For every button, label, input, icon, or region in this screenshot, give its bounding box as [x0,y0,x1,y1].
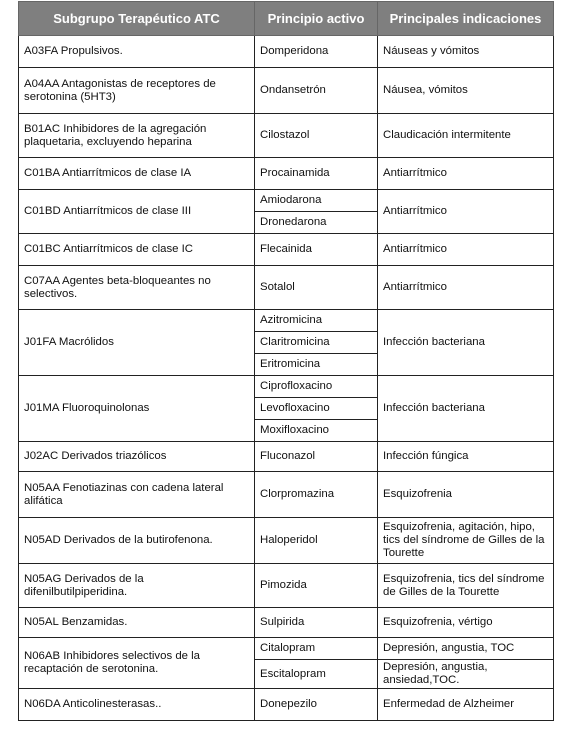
table-row [19,266,554,310]
atc-drug-table [18,1,554,721]
table-row [19,68,554,114]
indication-cell: Antiarrítmico [378,158,554,190]
active-ingredient-cell: Flecainida [255,234,378,266]
indication-cell: Depresión, angustia, ansiedad,TOC. [378,660,554,689]
atc-subgroup-cell: N06AB Inhibidores selectivos de la recaptación de serotonina. [19,638,255,689]
active-ingredient-cell: Domperidona [255,36,378,68]
indication-cell: Infección bacteriana [378,310,554,376]
indication-cell: Esquizofrenia, agitación, hipo, tics del síndrome de Gilles de la Tourette [378,518,554,564]
atc-subgroup-cell: N06DA Anticolinesterasas.. [19,689,255,721]
active-ingredient-cell: Moxifloxacino [255,420,378,442]
indication-cell: Antiarrítmico [378,234,554,266]
active-ingredient-cell: Sulpirida [255,608,378,638]
table-row [19,472,554,518]
table-row [19,689,554,721]
table-row [19,158,554,190]
table-row [19,608,554,638]
table-row [19,36,554,68]
active-ingredient-cell: Escitalopram [255,660,378,689]
active-ingredient-cell: Sotalol [255,266,378,310]
active-ingredient-cell: Amiodarona [255,190,378,212]
atc-subgroup-cell: N05AL Benzamidas. [19,608,255,638]
indication-cell: Antiarrítmico [378,190,554,234]
active-ingredient-cell: Clorpromazina [255,472,378,518]
atc-subgroup-cell: J01FA Macrólidos [19,310,255,376]
atc-subgroup-cell: C01BC Antiarrítmicos de clase IC [19,234,255,266]
atc-subgroup-cell: N05AD Derivados de la butirofenona. [19,518,255,564]
indication-cell: Antiarrítmico [378,266,554,310]
active-ingredient-cell: Ondansetrón [255,68,378,114]
table-row [19,376,554,398]
indication-cell: Esquizofrenia, tics del síndrome de Gilles de la Tourette [378,564,554,608]
table-body [19,36,554,721]
indication-cell: Esquizofrenia [378,472,554,518]
table-row [19,114,554,158]
table-header-row [19,2,554,36]
atc-subgroup-cell: C01BD Antiarrítmicos de clase III [19,190,255,234]
active-ingredient-cell: Azitromicina [255,310,378,332]
header-atc-subgroup: Subgrupo Terapéutico ATC [19,2,255,36]
table-row [19,638,554,660]
indication-cell: Claudicación intermitente [378,114,554,158]
active-ingredient-cell: Fluconazol [255,442,378,472]
table-row [19,442,554,472]
table-row [19,564,554,608]
atc-subgroup-cell: J02AC Derivados triazólicos [19,442,255,472]
indication-cell: Infección bacteriana [378,376,554,442]
atc-subgroup-cell: N05AA Fenotiazinas con cadena lateral alifática [19,472,255,518]
active-ingredient-cell: Cilostazol [255,114,378,158]
atc-subgroup-cell: J01MA Fluoroquinolonas [19,376,255,442]
active-ingredient-cell: Dronedarona [255,212,378,234]
atc-subgroup-cell: A04AA Antagonistas de receptores de serotonina (5HT3) [19,68,255,114]
active-ingredient-cell: Haloperidol [255,518,378,564]
active-ingredient-cell: Procainamida [255,158,378,190]
header-main-indications: Principales indicaciones [378,2,554,36]
indication-cell: Náusea, vómitos [378,68,554,114]
indication-cell: Náuseas y vómitos [378,36,554,68]
table-row [19,310,554,332]
indication-cell: Depresión, angustia, TOC [378,638,554,660]
indication-cell: Enfermedad de Alzheimer [378,689,554,721]
table-row [19,190,554,212]
atc-subgroup-cell: B01AC Inhibidores de la agregación plaquetaria, excluyendo heparina [19,114,255,158]
active-ingredient-cell: Citalopram [255,638,378,660]
active-ingredient-cell: Pimozida [255,564,378,608]
indication-cell: Infección fúngica [378,442,554,472]
active-ingredient-cell: Levofloxacino [255,398,378,420]
atc-subgroup-cell: N05AG Derivados de la difenilbutilpiperidina. [19,564,255,608]
indication-cell: Esquizofrenia, vértigo [378,608,554,638]
active-ingredient-cell: Eritromicina [255,354,378,376]
active-ingredient-cell: Donepezilo [255,689,378,721]
atc-subgroup-cell: C07AA Agentes beta-bloqueantes no selectivos. [19,266,255,310]
atc-subgroup-cell: C01BA Antiarrítmicos de clase IA [19,158,255,190]
active-ingredient-cell: Claritromicina [255,332,378,354]
table-row [19,518,554,564]
header-active-ingredient: Principio activo [255,2,378,36]
active-ingredient-cell: Ciprofloxacino [255,376,378,398]
table-row [19,234,554,266]
atc-subgroup-cell: A03FA Propulsivos. [19,36,255,68]
